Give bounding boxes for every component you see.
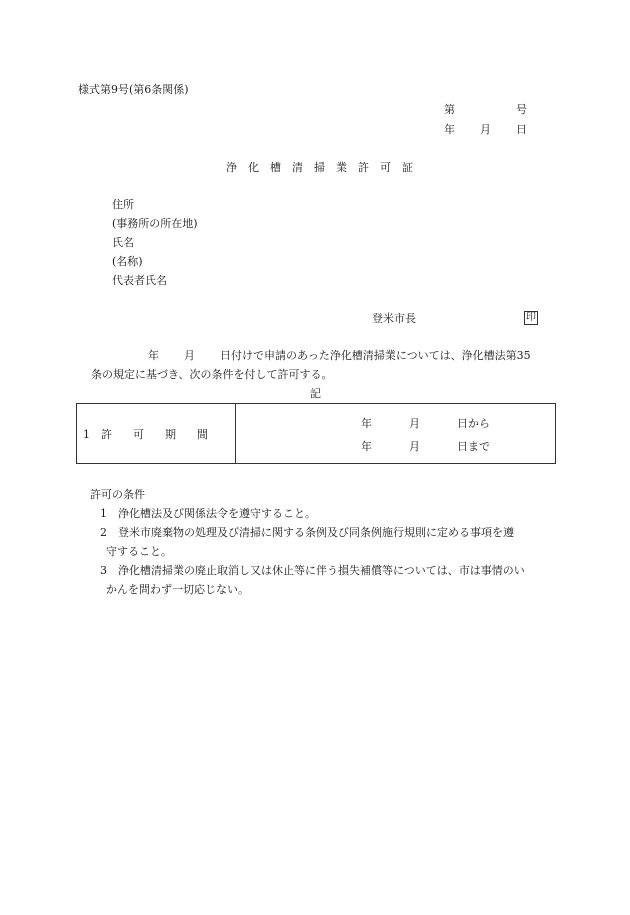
title-char: 掃 [314,161,325,174]
condition-text: 浄化槽清掃業の廃止取消し又は休止等に伴う損失補償等については、市は事情のい [118,564,525,577]
condition-number: 1 [100,507,107,520]
permit-label-char: 間 [197,428,208,441]
body-line-1: 日付けで申請のあった浄化槽清掃業については、浄化槽法第35 [220,349,531,362]
title-char: 許 [358,161,369,174]
title-char: 業 [336,161,347,174]
seal-mark: 印 [526,312,536,323]
condition-text-continued: かんを問わず一切応じない。 [106,583,249,596]
body-line-2: 条の規定に基づき、次の条件を付して許可する。 [91,368,333,381]
form-label: 様式第9号(第6条関係) [78,83,189,96]
permit-label-char: 許 [101,428,112,441]
title-char: 清 [292,161,303,174]
date-day-label: 日 [516,123,527,136]
address-label: 住所 [112,198,134,211]
title-char: 化 [248,161,259,174]
company-name-label: (名称) [112,255,143,268]
condition-number: 3 [100,564,107,577]
permit-label-char: 期 [165,428,176,441]
name-label: 氏名 [112,236,134,249]
title-char: 証 [402,161,413,174]
table-divider [235,404,236,463]
title-char: 槽 [270,161,281,174]
permit-label-char: 可 [133,428,144,441]
condition-text-continued: 守すること。 [106,545,172,558]
mayor-label: 登米市長 [372,312,416,325]
conditions-heading: 許可の条件 [90,488,145,501]
date-month-label: 月 [480,123,491,136]
condition-text: 登米市廃棄物の処理及び清掃に関する条例及び同条例施行規則に定める事項を遵 [118,526,514,539]
period-to-day: 日まで [457,440,490,453]
period-from-year: 年 [361,417,372,430]
permit-item-number: 1 [83,428,90,441]
representative-label: 代表者氏名 [112,274,167,287]
title-char: 浄 [226,161,237,174]
number-prefix: 第 [444,103,455,116]
body-year-label: 年 [148,349,159,362]
title-char: 可 [380,161,391,174]
period-from-day: 日から [457,417,490,430]
period-to-year: 年 [361,440,372,453]
date-year-label: 年 [444,123,455,136]
condition-text: 浄化槽法及び関係法令を遵守すること。 [118,507,316,520]
period-to-month: 月 [409,440,420,453]
ki-marker: 記 [310,387,321,400]
body-month-label: 月 [184,349,195,362]
condition-number: 2 [100,526,107,539]
period-from-month: 月 [409,417,420,430]
permit-period-table [76,403,556,464]
number-suffix: 号 [516,103,527,116]
office-location-label: (事務所の所在地) [112,217,198,230]
